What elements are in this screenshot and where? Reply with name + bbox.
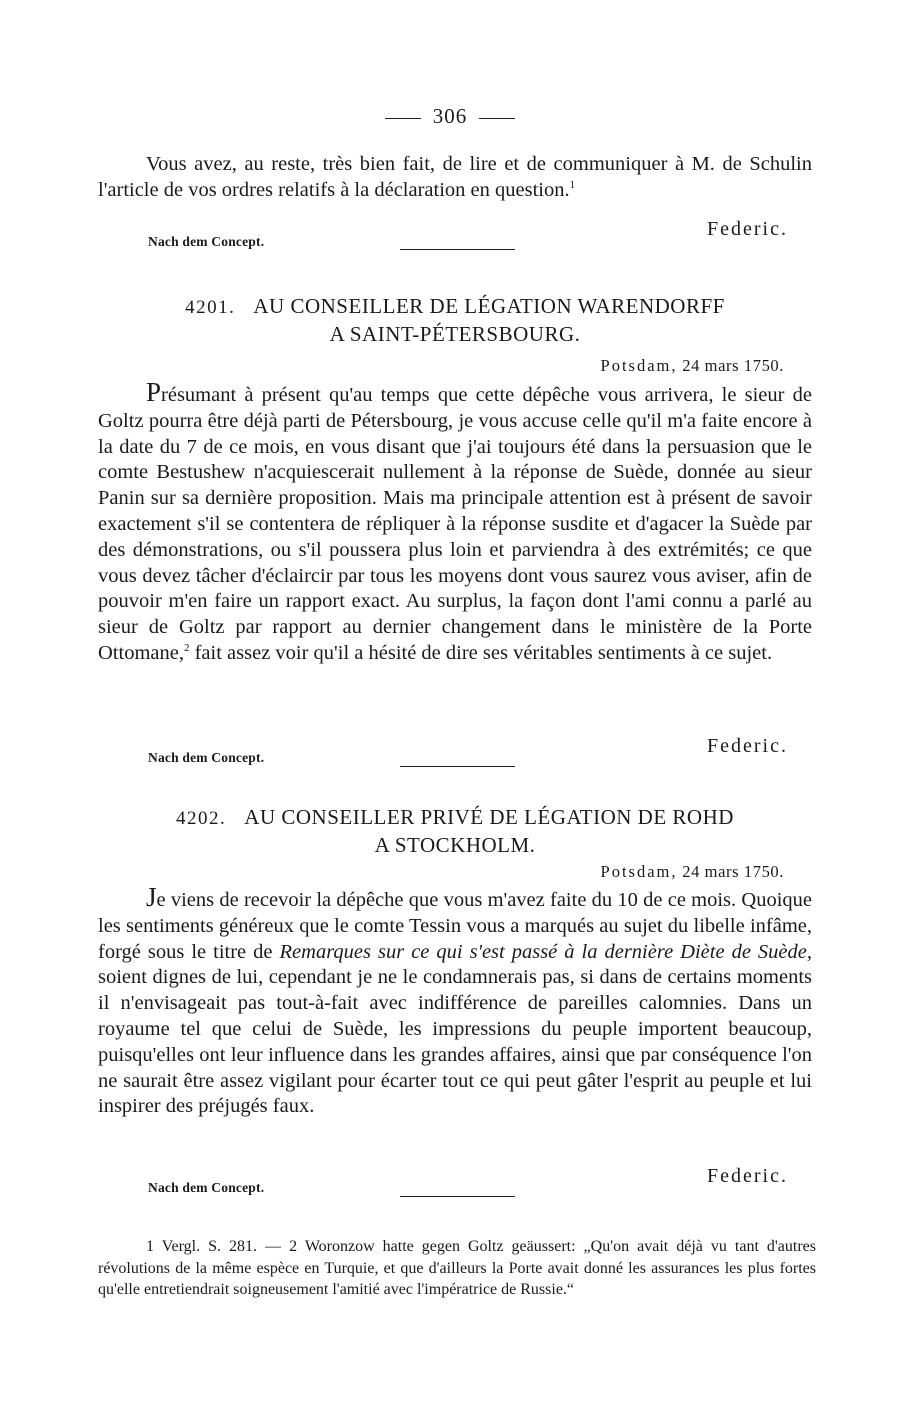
footnote-2-text: Woronzow hatte gegen Goltz geäussert: „Qu'on avait déjà vu tant d'autres révolutions de la même espèce en Turquie, et que d'ailleurs la Porte avait donné les assurances les plus fortes qu'elle entretiendrait soigneusement l'amitié avec l'impératrice de Russie.“ (98, 1238, 817, 1298)
dateline-date: 24 mars 1750. (682, 862, 784, 881)
letter-body (98, 882, 812, 1120)
source-note: Nach dem Concept. (148, 1180, 265, 1195)
letter-body-part-2: fait assez voir qu'il a hésité de dire ses véritables sentiments à ce sujet. (189, 641, 773, 664)
dateline-date: 24 mars 1750. (682, 356, 784, 375)
previous-letter-paragraph (98, 152, 812, 204)
page-number-value: 306 (432, 104, 468, 128)
heading-line-2: A SAINT-PÉTERSBOURG. (329, 322, 581, 346)
letter-number: 4201. (185, 297, 236, 318)
previous-letter-text: Vous avez, au reste, très bien fait, de lire et de communiquer à M. de Schulin l'article de vos ordres relatifs à la déclaration en question. (98, 153, 812, 201)
source-note: Nach dem Concept. (148, 750, 265, 765)
heading-addressee: AU CONSEILLER PRIVÉ DE LÉGATION DE ROHD (244, 805, 734, 829)
separator-rule (400, 1196, 515, 1197)
separator-rule (400, 766, 515, 767)
letter-body (98, 377, 812, 667)
signature: Federic. (707, 1165, 788, 1187)
footnotes (98, 1236, 816, 1301)
footnote-ref-2: 2 (183, 642, 190, 655)
page-number-dash-right (479, 118, 515, 119)
heading-addressee: AU CONSEILLER DE LÉGATION WARENDORFF (253, 294, 725, 318)
source-note: Nach dem Concept. (148, 234, 265, 249)
separator-rule (400, 249, 515, 250)
letter-number: 4202. (176, 808, 227, 829)
footnote-2-marker: 2 (289, 1238, 298, 1255)
signature: Federic. (707, 218, 788, 240)
letter-body-part-1: e viens de recevoir la dépêche que vous m'avez faite du 10 de ce mois. Quoique les sentiments généreux que le comte Tessin vous a marqués au sujet du libelle infâme, forgé sous le titre de (98, 889, 812, 963)
dateline (601, 862, 784, 882)
page-number-dash-left (385, 118, 421, 119)
dateline-place: Potsdam, (600, 356, 678, 375)
footnote-1-marker: 1 (146, 1238, 154, 1255)
heading-line-1 (98, 804, 812, 832)
dateline-place: Potsdam, (600, 862, 678, 881)
dateline (601, 356, 784, 376)
signature: Federic. (707, 735, 788, 757)
footnote-1-text: Vergl. S. 281. — (161, 1238, 282, 1255)
heading-line-1 (98, 293, 812, 321)
footnote-ref-1: 1 (569, 178, 576, 191)
dropcap-letter: J (146, 882, 157, 912)
dropcap-letter: P (146, 377, 162, 407)
letter-body-part-1: résumant à présent qu'au temps que cette dépêche vous arrivera, le sieur de Goltz pourra être déjà parti de Pétersbourg, je vous accuse celle qu'il m'a faite encore à la date du 7 de ce mois, en vous disant que j'ai toujours été dans la persuasion que le comte Bestushew n'acquiescerait nullement à la réponse de Suède, donnée au sieur Panin sur sa dernière proposition. Mais ma principale attention est à présent de savoir exactement s'il se contentera de répliquer à la réponse susdite et d'agacer la Suède par des démonstrations, ou s'il poussera plus loin et parviendra à des extrémités; ce que vous devez tâcher d'éclaircir par tous les moyens dont vous saurez vous aviser, afin de pouvoir m'en faire un rapport exact. Au surplus, la façon dont l'ami connu a parlé au sieur de Goltz par rapport au dernier changement dans le ministère de la Porte Ottomane, (98, 384, 812, 664)
pamphlet-title: Remarques sur ce qui s'est passé à la dernière Diète de Suède, (279, 940, 812, 963)
letter-heading (98, 804, 812, 859)
letter-heading (98, 293, 812, 348)
heading-line-2: A STOCKHOLM. (374, 833, 536, 857)
letter-body-part-2: soient dignes de lui, cependant je ne le condamnerais pas, si dans de certains moments il n'envisageait pas tout-à-fait avec indifférence de pareilles calomnies. Dans un royaume tel que celui de Suède, les impressions du peuple importent beaucoup, puisqu'elles ont leur influence dans les grandes affaires, ainsi que par conséquence l'on ne saurait être assez vigilant pour écarter tout ce qui peut gâter l'esprit au peuple et lui inspirer des préjugés faux. (98, 966, 812, 1118)
page-number (0, 104, 900, 129)
